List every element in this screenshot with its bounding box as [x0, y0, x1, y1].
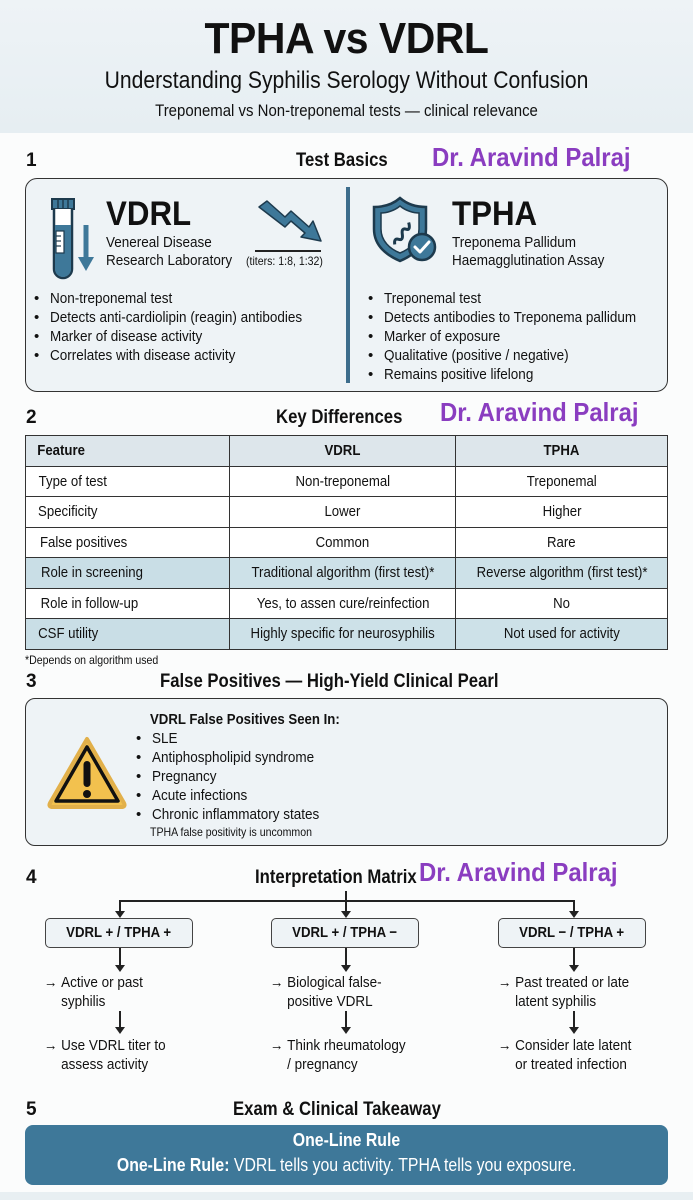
list-item: • Treponemal test	[362, 289, 664, 308]
watermark: Dr. Aravind Palraj	[419, 857, 618, 887]
section-2-number: 2	[26, 407, 37, 428]
table-row	[26, 558, 668, 589]
table-cell: Yes, to assen cure/reinfection	[230, 588, 456, 619]
page-subtitle: Understanding Syphilis Serology Without Confusion	[104, 67, 589, 94]
table-cell: Treponemal	[456, 466, 668, 497]
arrow-down-icon	[341, 965, 351, 972]
table-cell: No	[456, 588, 668, 619]
table-cell: Non-treponemal	[230, 466, 456, 497]
vdrl-name: VDRL	[106, 195, 192, 233]
matrix-result-2: → Biological false- positive VDRL	[270, 974, 382, 1010]
table-cell: Role in follow-up	[26, 588, 230, 619]
list-item: • Antiphospholipid syndrome	[130, 748, 338, 767]
arrow-right-icon: →	[270, 974, 284, 991]
arrow-down-icon	[115, 965, 125, 972]
table-row	[26, 527, 668, 558]
rule-body: VDRL tells you activity. TPHA tells you exposure.	[229, 1155, 577, 1175]
arrow-right-icon: →	[270, 1037, 284, 1054]
list-item: • Marker of exposure	[362, 327, 664, 346]
table-cell: Common	[230, 527, 456, 558]
list-item: • Marker of disease activity	[28, 327, 330, 346]
matrix-action-1: → Use VDRL titer to assess activity	[44, 1037, 166, 1073]
table-cell: Type of test	[26, 466, 230, 497]
table-row	[26, 466, 668, 497]
false-positives-card	[25, 698, 668, 846]
tpha-name: TPHA	[452, 195, 538, 233]
arrow-down-icon	[569, 965, 579, 972]
arrow-down-icon	[115, 911, 125, 918]
false-positives-list	[130, 729, 338, 824]
list-item: • Detects antibodies to Treponema pallidum	[362, 308, 664, 327]
list-item: • Remains positive lifelong	[362, 365, 664, 384]
column-divider	[346, 187, 350, 383]
rule-text	[64, 1155, 630, 1176]
arrow-right-icon: →	[44, 974, 58, 991]
list-item: • Acute infections	[130, 786, 338, 805]
table-cell: Rare	[456, 527, 668, 558]
section-3-title: False Positives — High-Yield Clinical Pearl	[160, 671, 499, 692]
section-3-number: 3	[26, 671, 37, 692]
column-header-tpha: TPHA	[456, 436, 668, 467]
table-header-row	[26, 436, 668, 467]
arrow-right-icon: →	[44, 1037, 58, 1054]
table-cell: CSF utility	[26, 619, 230, 650]
section-4-title: Interpretation Matrix	[255, 867, 417, 888]
vdrl-full-line-2: Research Laboratory	[106, 252, 233, 269]
list-item: • Correlates with disease activity	[28, 346, 330, 365]
test-basics-card	[25, 178, 668, 392]
table-cell: Not used for activity	[456, 619, 668, 650]
tpha-full-line-2: Haemagglutination Assay	[452, 252, 605, 269]
list-item: • SLE	[130, 729, 338, 748]
arrow-down-icon	[569, 911, 579, 918]
table-cell: False positives	[26, 527, 230, 558]
table-cell: Higher	[456, 497, 668, 528]
section-5-number: 5	[26, 1099, 37, 1120]
header-banner	[0, 0, 693, 133]
matrix-action-2: → Think rheumatology / pregnancy	[270, 1037, 406, 1073]
arrow-right-icon: →	[498, 974, 512, 991]
arrow-down-icon	[115, 1027, 125, 1034]
arrow-down-icon	[569, 1027, 579, 1034]
page-tagline: Treponemal vs Non-treponemal tests — clinical relevance	[155, 101, 538, 120]
list-item: • Qualitative (positive / negative)	[362, 346, 664, 365]
matrix-result-3: → Past treated or late latent syphilis	[498, 974, 630, 1010]
section-4-number: 4	[26, 867, 37, 888]
matrix-box-vdrl-neg-tpha-pos: VDRL − / TPHA +	[498, 918, 646, 948]
vdrl-full-line-1: Venereal Disease	[106, 234, 212, 251]
table-cell: Highly specific for neurosyphilis	[230, 619, 456, 650]
list-item: • Detects anti-cardiolipin (reagin) antibodies	[28, 308, 330, 327]
rule-title: One-Line Rule	[292, 1130, 401, 1150]
list-item: • Chronic inflammatory states	[130, 805, 338, 824]
arrow-down-icon	[341, 911, 351, 918]
bottom-strip	[0, 1192, 693, 1200]
rule-label: One-Line Rule:	[116, 1155, 230, 1175]
false-positives-heading: VDRL False Positives Seen In:	[150, 711, 340, 728]
table-cell: Lower	[230, 497, 456, 528]
shield-check-icon	[370, 195, 442, 265]
table-cell: Specificity	[26, 497, 230, 528]
list-item: • Non-treponemal test	[28, 289, 330, 308]
page-title: TPHA vs VDRL	[204, 14, 489, 63]
tpha-false-positive-note: TPHA false positivity is uncommon	[150, 825, 312, 839]
table-cell: Reverse algorithm (first test)*	[456, 558, 668, 589]
table-row	[26, 588, 668, 619]
vdrl-bullet-list	[28, 289, 330, 365]
test-tube-icon	[50, 197, 98, 281]
list-item: • Pregnancy	[130, 767, 338, 786]
one-line-rule-banner	[25, 1125, 668, 1185]
vdrl-full-name	[106, 234, 232, 270]
matrix-box-vdrl-pos-tpha-pos: VDRL + / TPHA +	[45, 918, 193, 948]
vdrl-titers: (titers: 1:8, 1:32)	[246, 254, 323, 268]
table-cell: Traditional algorithm (first test)*	[230, 558, 456, 589]
tpha-full-line-1: Treponema Pallidum	[452, 234, 577, 251]
column-header-feature: Feature	[26, 436, 230, 467]
table-row	[26, 497, 668, 528]
section-1-number: 1	[26, 150, 37, 171]
table-row	[26, 619, 668, 650]
table-footnote: *Depends on algorithm used	[25, 653, 159, 667]
matrix-result-1: → Active or past syphilis	[44, 974, 143, 1010]
watermark: Dr. Aravind Palraj	[440, 397, 639, 427]
tpha-bullet-list	[362, 289, 664, 384]
section-1-title: Test Basics	[296, 150, 388, 171]
tpha-full-name	[452, 234, 604, 270]
arrow-right-icon: →	[498, 1037, 512, 1054]
section-2-title: Key Differences	[276, 407, 403, 428]
matrix-action-3: → Consider late latent or treated infection	[498, 1037, 632, 1073]
section-5-title: Exam & Clinical Takeaway	[233, 1099, 441, 1120]
flow-connectors	[0, 885, 693, 1055]
table-cell: Role in screening	[26, 558, 230, 589]
key-differences-table	[25, 435, 668, 650]
trend-down-icon	[257, 199, 325, 245]
matrix-box-vdrl-pos-tpha-neg: VDRL + / TPHA −	[271, 918, 419, 948]
warning-icon	[46, 735, 128, 809]
column-header-vdrl: VDRL	[230, 436, 456, 467]
titers-divider	[255, 250, 321, 252]
arrow-down-icon	[341, 1027, 351, 1034]
watermark: Dr. Aravind Palraj	[432, 142, 631, 172]
